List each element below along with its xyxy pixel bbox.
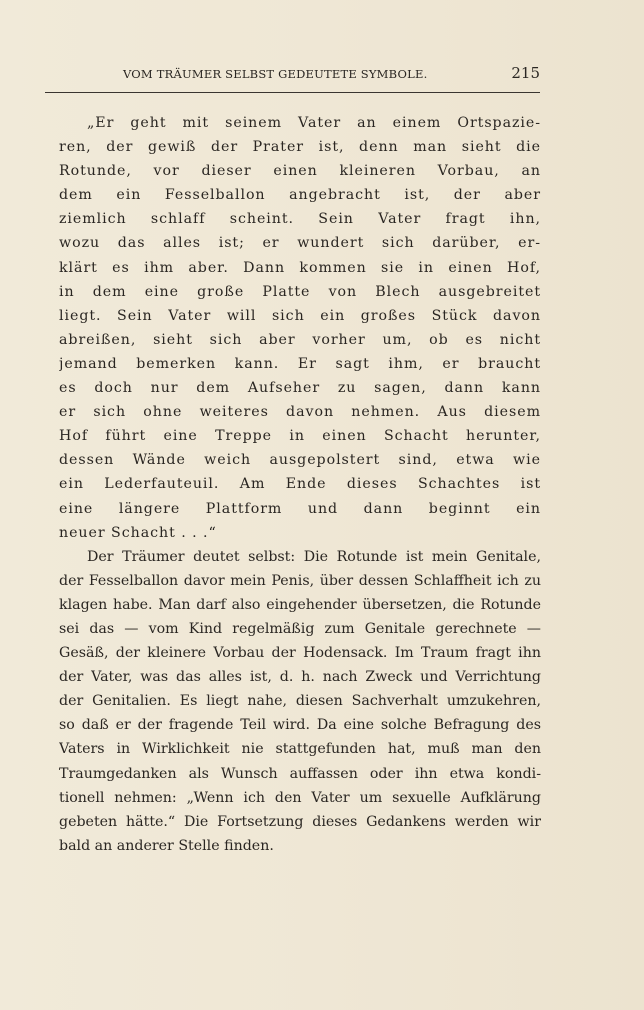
- text-line: sei das — vom Kind regelmäßig zum Genitale gerechnete —: [59, 620, 541, 637]
- text-line: Der Träumer deutet selbst: Die Rotunde ist mein Genitale,: [87, 548, 541, 565]
- text-line: so daß er der fragende Teil wird. Da eine solche Befragung des: [59, 717, 541, 734]
- text-line: er sich ohne weiteres davon nehmen. Aus diesem: [59, 404, 541, 421]
- running-title: VOM TRÄUMER SELBST GEDEUTETE SYMBOLE.: [123, 67, 428, 81]
- text-line: jemand bemerken kann. Er sagt ihm, er braucht: [59, 355, 541, 372]
- text-line: ren, der gewiß der Prater ist, denn man sieht die: [59, 139, 541, 156]
- text-line: ziemlich schlaff scheint. Sein Vater fragt ihn,: [59, 211, 541, 228]
- text-line: eine längere Plattform und dann beginnt ein: [59, 500, 541, 517]
- text-line: in dem eine große Platte von Blech ausgebreitet: [59, 283, 541, 300]
- text-line: Rotunde, vor dieser einen kleineren Vorbau, an: [59, 163, 541, 180]
- text-line: klärt es ihm aber. Dann kommen sie in einen Hof,: [59, 259, 541, 276]
- text-line: liegt. Sein Vater will sich ein großes Stück davon: [59, 307, 541, 324]
- text-line: ein Lederfauteuil. Am Ende dieses Schachtes ist: [59, 476, 541, 493]
- text-line: klagen habe. Man darf also eingehender übersetzen, die Rotunde: [59, 596, 541, 613]
- text-line: Gesäß, der kleinere Vorbau der Hodensack. Im Traum fragt ihn: [59, 645, 541, 662]
- text-line: wozu das alles ist; er wundert sich darüber, er-: [59, 235, 541, 252]
- text-line: abreißen, sieht sich aber vorher um, ob es nicht: [59, 331, 541, 348]
- text-line: Traumgedanken als Wunsch auffassen oder ihn etwa kondi-: [59, 765, 541, 782]
- text-line: dessen Wände weich ausgepolstert sind, etwa wie: [59, 452, 541, 469]
- text-line: „Er geht mit seinem Vater an einem Ortspazie-: [87, 115, 541, 131]
- text-line: bald an anderer Stelle finden.: [59, 837, 274, 854]
- page-number: 215: [511, 64, 540, 82]
- text-line: gebeten hätte.“ Die Fortsetzung dieses Gedankens werden wir: [59, 813, 541, 830]
- text-line: dem ein Fesselballon angebracht ist, der aber: [59, 187, 541, 204]
- text-line: der Fesselballon davor mein Penis, über dessen Schlaffheit ich zu: [59, 572, 541, 589]
- text-line: es doch nur dem Aufseher zu sagen, dann kann: [59, 380, 541, 397]
- body-text: [59, 111, 541, 858]
- text-line: Vaters in Wirklichkeit nie stattgefunden hat, muß man den: [59, 741, 541, 758]
- running-header: [45, 66, 540, 93]
- text-line: tionell nehmen: „Wenn ich den Vater um sexuelle Aufklärung: [59, 789, 541, 806]
- text-line: der Vater, was das alles ist, d. h. nach Zweck und Verrichtung: [59, 669, 541, 686]
- text-line: der Genitalien. Es liegt nahe, diesen Sachverhalt umzukehren,: [59, 693, 541, 710]
- text-line: neuer Schacht . . .“: [59, 524, 217, 541]
- text-line: Hof führt eine Treppe in einen Schacht herunter,: [59, 428, 541, 445]
